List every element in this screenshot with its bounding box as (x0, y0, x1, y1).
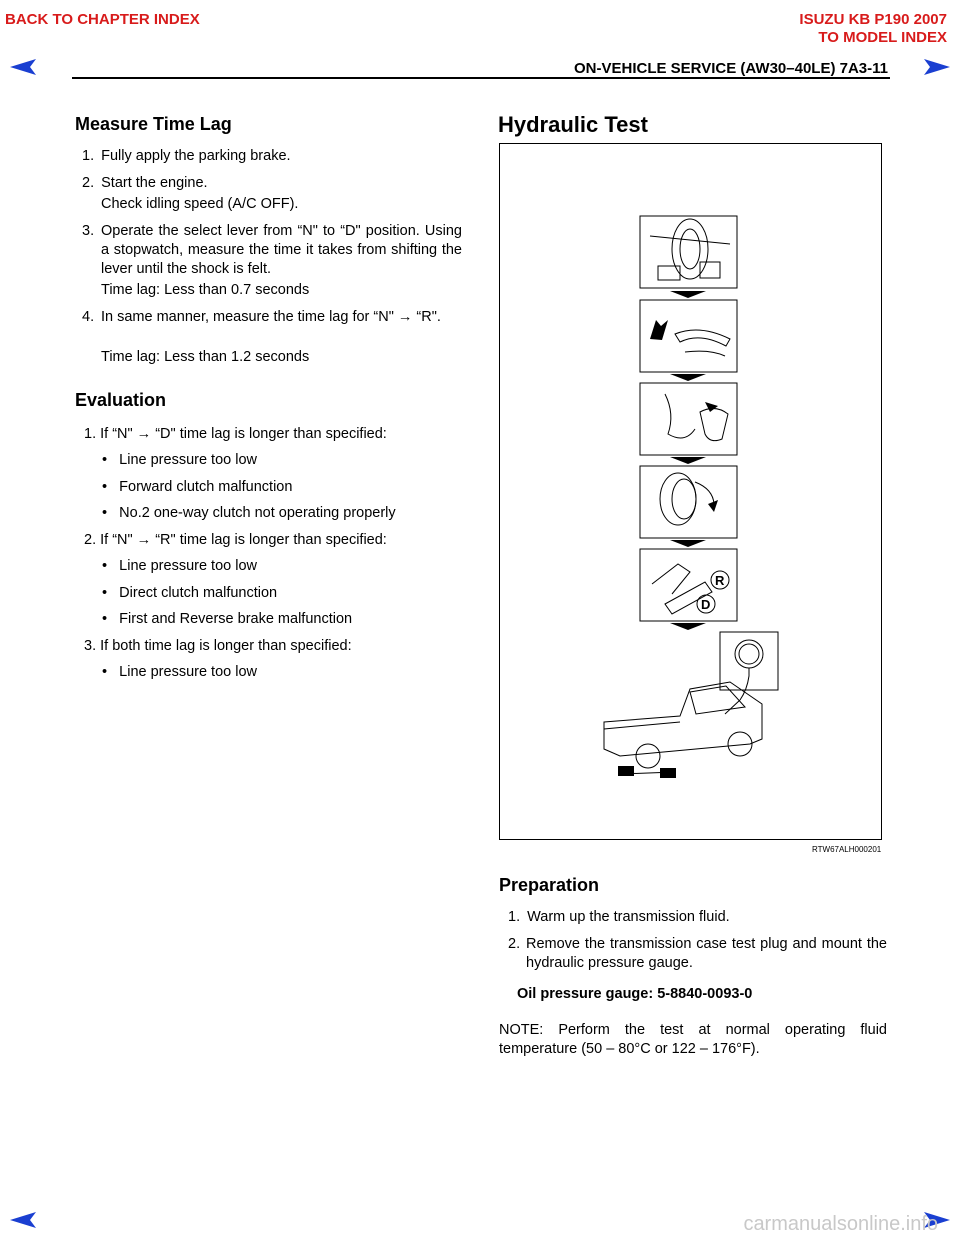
hydraulic-test-figure (499, 143, 882, 840)
figure-label-d: D (701, 597, 711, 612)
step-text: Start the engine. (101, 175, 208, 191)
previous-page-footer-arrow-icon[interactable] (8, 1211, 38, 1229)
header-rule (72, 77, 890, 79)
step-2-sub: Check idling speed (A/C OFF). (101, 196, 299, 212)
oil-pressure-gauge-spec: Oil pressure gauge: 5-8840-0093-0 (517, 986, 753, 1002)
bullet-text: Forward clutch malfunction (119, 479, 293, 495)
eval-text: If “N" → “R" time lag is longer than specified: (100, 532, 387, 548)
procedure-illustration (500, 144, 881, 839)
prep-step-1 (508, 908, 730, 927)
step-4-number: 4. (82, 309, 95, 325)
eval-number: 2. (84, 532, 97, 548)
step-1 (82, 147, 462, 166)
list-item: • Direct clutch malfunction (102, 585, 278, 601)
eval-text: If both time lag is longer than specified: (100, 638, 352, 654)
page-header-title: ON-VEHICLE SERVICE (AW30–40LE) 7A3-11 (574, 60, 888, 77)
figure-code-label: RTW67ALH000201 (812, 845, 882, 854)
eval-1 (84, 425, 387, 444)
model-title-link[interactable]: ISUZU KB P190 2007 (799, 11, 947, 28)
step-2 (82, 174, 462, 193)
preparation-heading: Preparation (499, 875, 600, 895)
bullet-text: Line pressure too low (119, 452, 257, 468)
bullet-text: Line pressure too low (119, 664, 257, 680)
bullet-text: No.2 one-way clutch not operating properly (119, 505, 396, 521)
evaluation-heading: Evaluation (75, 390, 167, 410)
bullet-text: First and Reverse brake malfunction (119, 611, 353, 627)
list-item: • No.2 one-way clutch not operating properly (102, 505, 396, 521)
bullet-text: Line pressure too low (119, 558, 257, 574)
step-3-number: 3. (82, 223, 95, 239)
eval-3 (84, 637, 352, 656)
list-item: • First and Reverse brake malfunction (102, 611, 353, 627)
prep-step-2-text: Remove the transmission case test plug and mount the hydraulic pressure gauge. (526, 936, 887, 971)
step-4-sub: Time lag: Less than 1.2 seconds (101, 349, 310, 365)
prep-step-2-number: 2. (508, 936, 521, 952)
step-4-text: In same manner, measure the time lag for “N" → “R". (101, 309, 441, 325)
bullet-text: Direct clutch malfunction (119, 585, 278, 601)
to-model-index-link[interactable]: TO MODEL INDEX (818, 29, 947, 46)
next-page-arrow-icon[interactable] (922, 58, 952, 76)
previous-page-arrow-icon[interactable] (8, 58, 38, 76)
step-text: Fully apply the parking brake. (101, 148, 291, 164)
list-item: • Line pressure too low (102, 664, 257, 680)
back-to-chapter-index-link[interactable]: BACK TO CHAPTER INDEX (5, 11, 200, 28)
list-item: • Line pressure too low (102, 558, 257, 574)
list-item: • Line pressure too low (102, 452, 257, 468)
watermark: carmanualsonline.info (743, 1213, 938, 1235)
list-item: • Forward clutch malfunction (102, 479, 293, 495)
eval-number: 1. (84, 426, 97, 442)
note-text: NOTE: Perform the test at normal operating fluid temperature (50 – 80°C or 122 – 176°F). (499, 1022, 887, 1057)
eval-number: 3. (84, 638, 97, 654)
step-number: 2. (82, 175, 95, 191)
step-3-text: Operate the select lever from “N" to “D" position. Using a stopwatch, measure the time it takes from shifting the lever until the shock is felt. (101, 223, 462, 277)
step-number: 1. (508, 909, 521, 925)
figure-label-r: R (715, 573, 725, 588)
hydraulic-test-heading: Hydraulic Test (498, 112, 648, 137)
measure-time-lag-heading: Measure Time Lag (75, 114, 232, 134)
eval-text: If “N" → “D" time lag is longer than specified: (100, 426, 387, 442)
step-text: Warm up the transmission fluid. (527, 909, 730, 925)
step-number: 1. (82, 148, 95, 164)
eval-2 (84, 531, 387, 550)
step-3-sub: Time lag: Less than 0.7 seconds (101, 282, 310, 298)
